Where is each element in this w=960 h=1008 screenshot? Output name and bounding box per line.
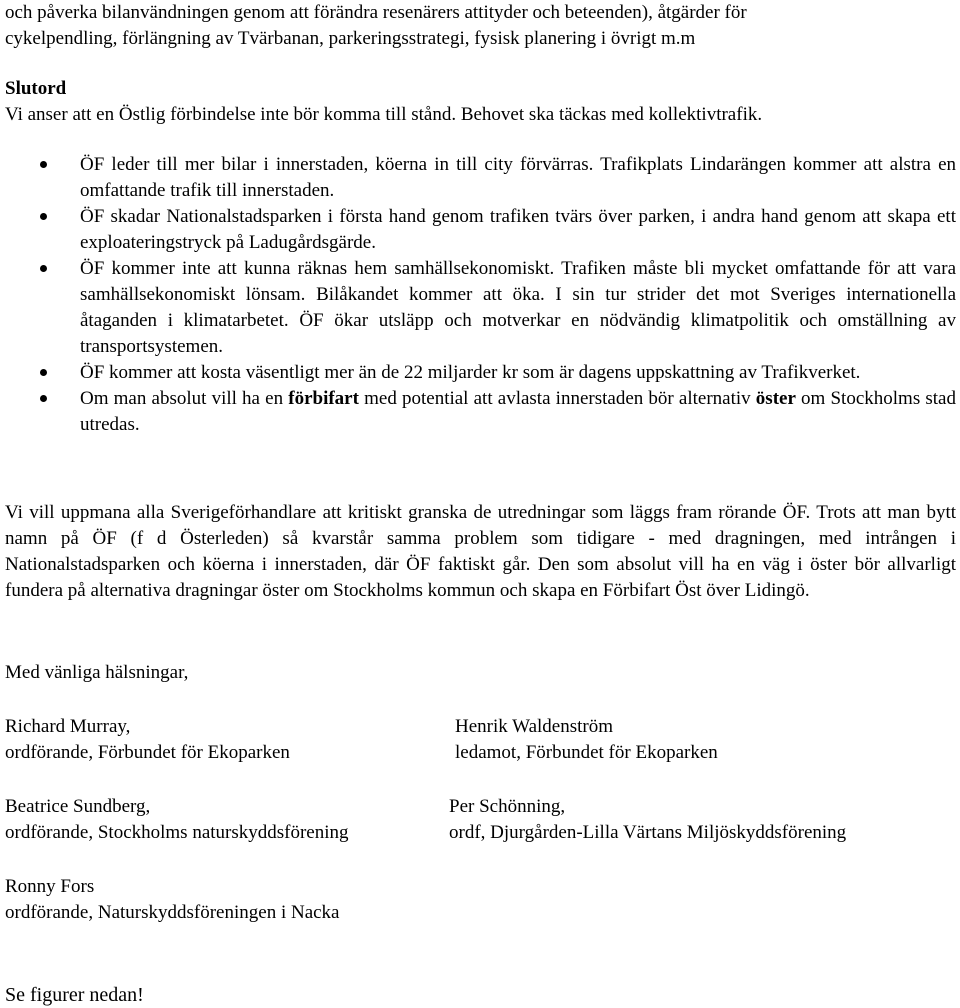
bullet-text: ÖF leder till mer bilar i innerstaden, köerna in till city förvärras. Trafikplats Lindarängen kommer att alstra en omfattande trafik till innerstaden. <box>80 154 956 201</box>
bold-term-forbifart: förbifart <box>288 388 359 409</box>
bullet-text: ÖF skadar Nationalstadsparken i första hand genom trafiken tvärs över parken, i andra hand genom att skapa ett exploateringstryck på Ladugårdsgärde. <box>80 206 956 253</box>
intro-line-2: cykelpendling, förlängning av Tvärbanan, parkeringsstrategi, fysisk planering i övrigt m.m <box>5 28 696 49</box>
bold-term-oster: öster <box>755 388 796 409</box>
signatory-role: ordförande, Naturskyddsföreningen i Nacka <box>5 902 340 923</box>
signatory-name: Ronny Fors <box>5 876 95 897</box>
bullet-text-post: om Stockholms stad utredas. <box>80 388 956 435</box>
signatory-1 <box>5 714 290 766</box>
conclusion-lead: Vi anser att en Östlig förbindelse inte bör komma till stånd. Behovet ska täckas med kollektivtrafik. <box>5 104 763 125</box>
bullet-list <box>0 152 960 438</box>
list-item <box>0 360 956 386</box>
signatory-name: Per Schönning, <box>449 796 566 817</box>
bullet-text-pre: Om man absolut vill ha en <box>80 388 289 409</box>
bullet-text-mid: med potential att avlasta innerstaden bör alternativ <box>358 388 756 409</box>
signatory-name: Beatrice Sundberg, <box>5 796 151 817</box>
intro-line-1: och påverka bilanvändningen genom att förändra resenärers attityder och beteenden), åtgärder för <box>5 2 747 23</box>
signatory-role: ledamot, Förbundet för Ekoparken <box>455 742 718 763</box>
footer-note: Se figurer nedan! <box>5 984 144 1006</box>
signatory-name: Henrik Waldenström <box>455 716 614 737</box>
bullet-icon <box>40 161 47 168</box>
section-heading: Slutord <box>5 78 67 99</box>
signatory-name: Richard Murray, <box>5 716 131 737</box>
bullet-icon <box>40 265 47 272</box>
list-item <box>0 256 956 360</box>
greeting: Med vänliga hälsningar, <box>5 662 189 683</box>
bullet-icon <box>40 395 47 402</box>
bullet-text: ÖF kommer inte att kunna räknas hem samhällsekonomiskt. Trafiken måste bli mycket omfattande för att vara samhällsekonomiskt lönsam. Bilåkandet kommer att öka. I sin tur strider det mot Sveriges internationella åtaganden i klimatarbetet. ÖF ökar utsläpp och motverkar en nödvändig klimatpolitik och omställning av transportsystemen. <box>80 258 956 357</box>
signatory-role: ordf, Djurgården-Lilla Värtans Miljöskyddsförening <box>449 822 847 843</box>
bullet-icon <box>40 213 47 220</box>
signatory-2 <box>455 714 718 766</box>
list-item <box>0 152 956 204</box>
signatory-role: ordförande, Stockholms naturskyddsförening <box>5 822 349 843</box>
bullet-icon <box>40 369 47 376</box>
signatory-role: ordförande, Förbundet för Ekoparken <box>5 742 290 763</box>
list-item <box>0 204 956 256</box>
signatory-5 <box>5 874 340 926</box>
bullet-text: ÖF kommer att kosta väsentligt mer än de 22 miljarder kr som är dagens uppskattning av Trafikverket. <box>80 362 861 383</box>
appeal-paragraph: Vi vill uppmana alla Sverigeförhandlare att kritiskt granska de utredningar som läggs fram rörande ÖF. Trots att man bytt namn på ÖF (f d Österleden) så kvarstår samma problem som tidigare - med dragningen, med intrången i Nationalstadsparken och köerna i innerstaden, där ÖF faktiskt går. Den som absolut vill ha en väg i öster bör allvarligt fundera på alternativa dragningar öster om Stockholms kommun och skapa en Förbifart Öst över Lidingö. <box>5 502 956 601</box>
list-item <box>0 386 956 438</box>
signatory-4 <box>449 794 846 846</box>
signatory-3 <box>5 794 349 846</box>
